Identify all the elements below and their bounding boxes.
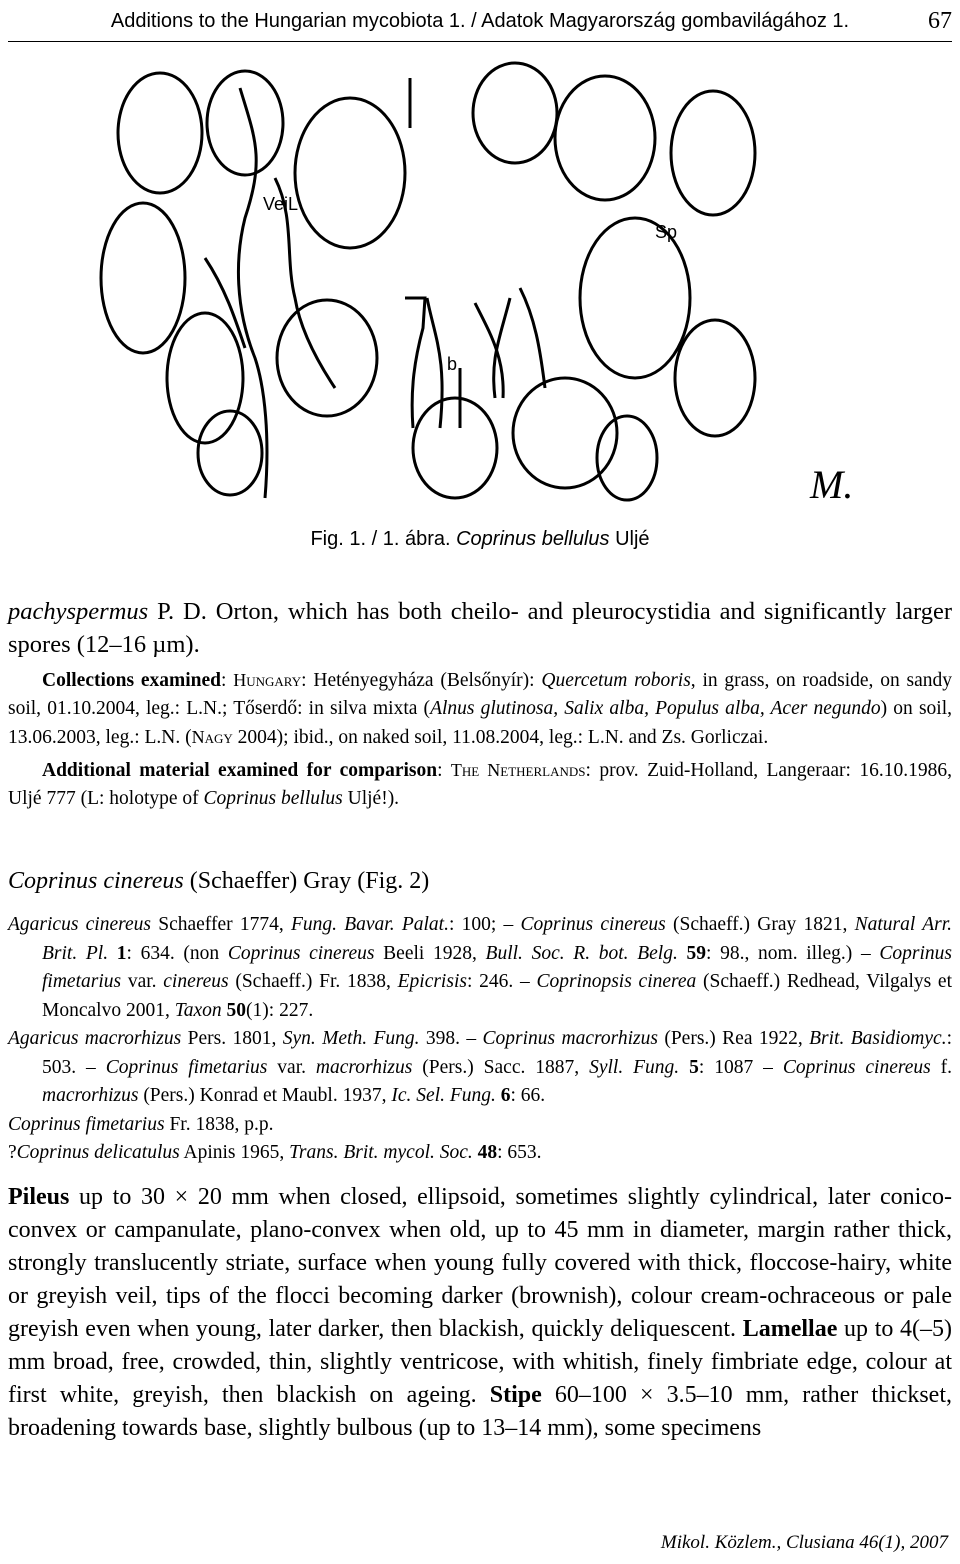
lamellae-text: up to 4(–5) mm broad, free, crowded, thin, slightly ventricose, with whitish, finely fimbriate edge, colour at first white, greyish, then blackish on ageing. xyxy=(8,1316,952,1408)
additional-species: Coprinus bellulus xyxy=(203,788,343,809)
spore-4 xyxy=(101,203,185,353)
additional-country: The Netherlands xyxy=(450,760,586,780)
figure-drawing xyxy=(95,58,875,508)
figure-label-b: b xyxy=(447,354,458,374)
spore-3 xyxy=(295,98,405,248)
species-heading-name: Coprinus cinereus xyxy=(8,868,184,894)
paragraph-intro xyxy=(8,595,952,661)
running-head-title: Additions to the Hungarian mycobiota 1. / Adatok Magyarország gombavilágához 1. xyxy=(110,10,850,32)
spore-9 xyxy=(555,76,655,200)
cystidium-1 xyxy=(405,298,425,428)
spore-15 xyxy=(597,416,657,500)
collections-trees: Alnus glutinosa, Salix alba, Populus alba, Acer negundo xyxy=(430,698,881,719)
synonym-entry: Agaricus macrorhizus Pers. 1801, Syn. Meth. Fung. 398. – Coprinus macrorhizus (Pers.) Rea 1922, Brit. Basidiomyc.: 503. – Coprinus fimetarius var. macrorhizus (Pers.) Sacc. 1887, Syll. Fung. 5: 1087 – Coprinus cinereus f. macrorhizus (Pers.) Konrad et Maubl. 1937, Ic. Sel. Fung. 6: 66. xyxy=(8,1028,953,1106)
caption-author: Uljé xyxy=(609,528,650,550)
header-rule xyxy=(8,41,952,42)
running-head xyxy=(8,8,952,42)
spore-14 xyxy=(675,320,755,436)
synonym-entry: ?Coprinus delicatulus Apinis 1965, Trans. Brit. mycol. Soc. 48: 653. xyxy=(8,1142,542,1163)
collections-text-3: ) on soil, 13.06.2003, leg.: L.N. ( xyxy=(8,698,952,748)
figure-label-initials: M. xyxy=(810,462,854,507)
additional-heading: Additional material examined for comparison xyxy=(42,760,438,781)
page-number: 67 xyxy=(928,8,952,34)
spore-5 xyxy=(167,313,243,443)
journal-footer: Mikol. Közlem., Clusiana 46(1), 2007 xyxy=(660,1532,948,1553)
collections-text-1: : Hetényegyháza (Belsőnyír): xyxy=(301,670,542,691)
synonymy xyxy=(8,911,952,1168)
additional-material: Additional material examined for comparison: The Netherlands: prov. Zuid-Holland, Langeraar: 16.10.1986, Uljé 777 (L: holotype of Coprinus bellulus Uljé!). xyxy=(8,760,952,809)
figure-caption xyxy=(0,528,960,551)
collections-text-2: , in grass, on roadside, on sandy soil, 01.10.2004, leg.: L.N.; Tőserdő: in silva mixta ( xyxy=(8,670,952,719)
lamellae-label: Lamellae xyxy=(742,1316,838,1342)
figure-label-veil: VeiL xyxy=(263,194,299,214)
spore-13 xyxy=(580,218,690,378)
cystidium-3 xyxy=(475,303,503,398)
synonym-entry: Agaricus cinereus Schaeffer 1774, Fung. Bavar. Palat.: 100; – Coprinus cinereus (Schaeff.) Gray 1821, Natural Arr. Brit. Pl. 1: 634. (non Coprinus cinereus Beeli 1928, Bull. Soc. R. bot. Belg. 59: 98., nom. illeg.) – Coprinus fimetarius var. cinereus (Schaeff.) Fr. 1838, Epicrisis: 246. – Coprinopsis cinerea (Schaeff.) Redhead, Vilgalys et Moncalvo 2001, Taxon 50(1): 227. xyxy=(8,914,953,1021)
stipe-text: 60–100 × 3.5–10 mm, rather thickset, broadening towards base, slightly bulbous (up to 13–14 mm), some specimens xyxy=(8,1382,952,1441)
hypha-1 xyxy=(238,88,267,498)
caption-prefix: Fig. 1. / 1. ábra. xyxy=(310,528,457,550)
collections-examined: Collections examined: Hungary: Hetényegyháza (Belsőnyír): Quercetum roboris, in grass, on roadside, on sandy soil, 01.10.2004, leg.: L.N.; Tőserdő: in silva mixta (Alnus glutinosa, Salix alba, Populus alba, Acer negundo) on soil, 13.06.2003, leg.: L.N. (Nagy 2004); ibid., on naked soil, 11.08.2004, leg.: L.N. and Zs. Gorliczai. xyxy=(8,670,952,748)
additional-text-1: : prov. Zuid-Holland, Langeraar: 16.10.1986, Uljé 777 (L: holotype of xyxy=(8,760,952,809)
figure-label-sp: Sp xyxy=(655,222,678,242)
collections-heading: Collections examined xyxy=(42,670,222,691)
spore-8 xyxy=(473,63,557,163)
spore-1 xyxy=(118,73,202,193)
stipe-label: Stipe xyxy=(489,1382,542,1408)
spore-10 xyxy=(671,91,755,215)
pileus-label: Pileus xyxy=(8,1184,70,1210)
spore-6 xyxy=(198,411,262,495)
collections-country: Hungary xyxy=(233,670,302,690)
paragraph-text: P. D. Orton, which has both cheilo- and pleurocystidia and significantly larger spores (12–16 µm). xyxy=(8,598,952,658)
collections-ref: Nagy xyxy=(191,727,233,747)
collections-text-4: 2004); ibid., on naked soil, 11.08.2004, leg.: L.N. and Zs. Gorliczai. xyxy=(232,727,769,748)
additional-text-2: Uljé!). xyxy=(342,788,400,809)
spore-7 xyxy=(277,300,377,416)
spore-11 xyxy=(413,398,497,498)
species-epithet: pachyspermus xyxy=(8,598,149,625)
species-heading-author: (Schaeffer) Gray (Fig. 2) xyxy=(183,868,430,894)
pileus-text: up to 30 × 20 mm when closed, ellipsoid, sometimes slightly cylindrical, later conico-convex or campanulate, plano-convex when old, up to 45 mm in diameter, margin rather thick, strongly translucently striate, surface when young fully covered with thick, floccose-hairy, white or greyish veil, tips of the flocci becoming darker (brownish), colour cream-ochraceous or pale greyish even when young, later darker, then blackish, quickly deliquescent. xyxy=(8,1184,952,1342)
spore-2 xyxy=(207,71,283,175)
description-paragraph xyxy=(8,1181,952,1445)
species-heading xyxy=(8,868,429,895)
collections-block xyxy=(8,666,952,813)
synonym-entry: Coprinus fimetarius Fr. 1838, p.p. xyxy=(8,1113,274,1135)
collections-habitat: Quercetum roboris xyxy=(541,670,691,691)
cystidium-5 xyxy=(520,288,545,388)
caption-species: Coprinus bellulus xyxy=(456,528,610,550)
